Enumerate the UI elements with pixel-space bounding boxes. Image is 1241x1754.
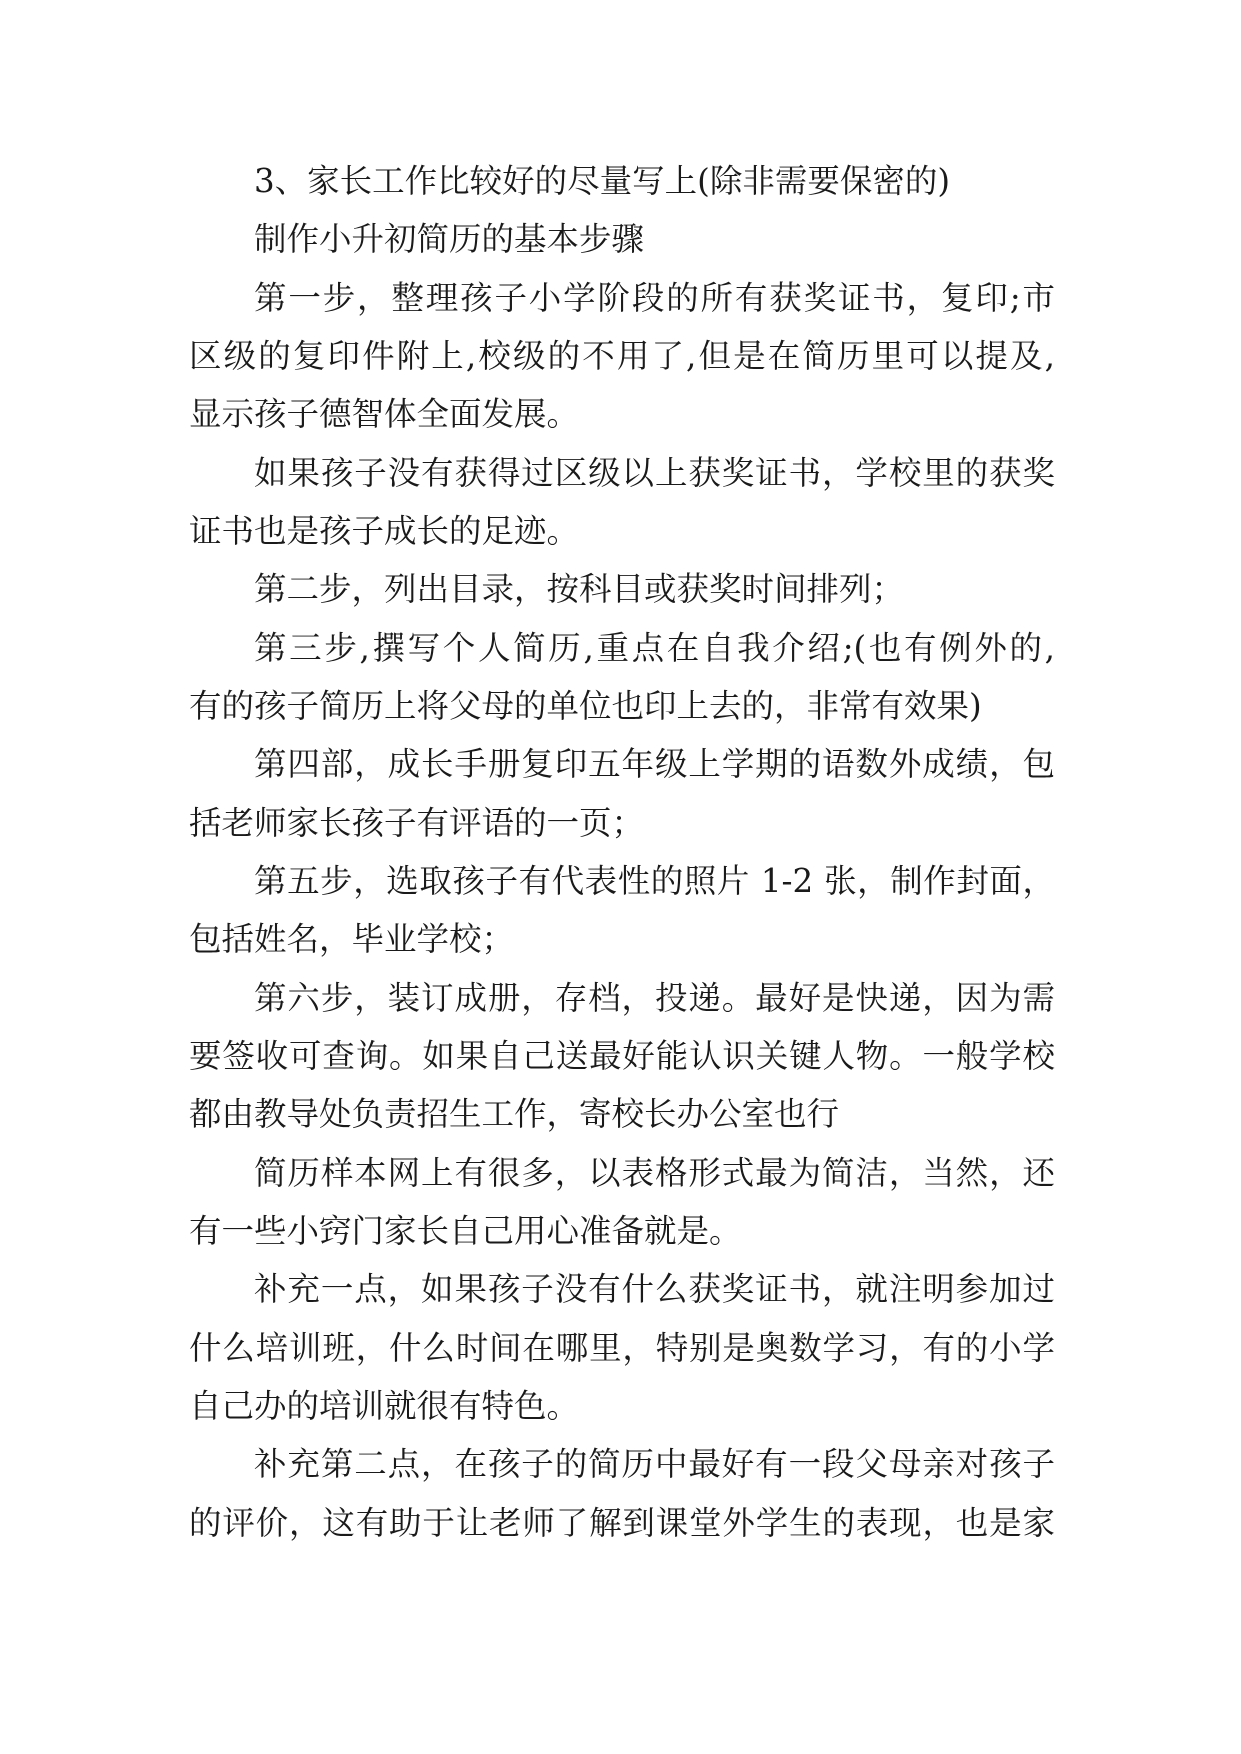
text-line: 第二步，列出目录，按科目或获奖时间排列； (254, 570, 905, 609)
text-line: 什么培训班，什么时间在哪里，特别是奥数学习，有的小学 (189, 1328, 1055, 1367)
section-heading-basic-steps (189, 210, 1055, 268)
text-line: 有的孩子简历上将父母的单位也印上去的，非常有效果) (189, 686, 982, 725)
paragraph-step-5 (189, 852, 1055, 969)
paragraph-step-4 (189, 735, 1055, 852)
paragraph-step-1-note (189, 444, 1055, 561)
paragraph-step-6 (189, 969, 1055, 1144)
text-line: 第三步,撰写个人简历,重点在自我介绍;(也有例外的, (254, 628, 1055, 667)
text-line: 如果孩子没有获得过区级以上获奖证书，学校里的获奖 (254, 453, 1055, 492)
paragraph-supplement-2 (189, 1435, 1055, 1552)
text-line: 第一步，整理孩子小学阶段的所有获奖证书，复印;市 (254, 278, 1055, 317)
text-line: 简历样本网上有很多，以表格形式最为简洁，当然，还 (254, 1153, 1055, 1192)
paragraph-resume-samples (189, 1144, 1055, 1261)
text-line: 第四部，成长手册复印五年级上学期的语数外成绩，包 (254, 745, 1055, 784)
text-line: 区级的复印件附上,校级的不用了,但是在简历里可以提及, (189, 336, 1055, 375)
text-line: 证书也是孩子成长的足迹。 (189, 511, 580, 550)
text-line: 制作小升初简历的基本步骤 (254, 220, 645, 259)
paragraph-parent-job-tip (189, 152, 1055, 210)
text-line: 包括姓名，毕业学校； (189, 920, 515, 959)
text-line: 括老师家长孩子有评语的一页； (189, 803, 645, 842)
text-line: 显示孩子德智体全面发展。 (189, 395, 580, 434)
text-line: 第六步，装订成册，存档，投递。最好是快递，因为需 (254, 978, 1055, 1017)
text-line: 都由教导处负责招生工作，寄校长办公室也行 (189, 1095, 840, 1134)
text-line: 补充第二点，在孩子的简历中最好有一段父母亲对孩子 (254, 1445, 1055, 1484)
paragraph-step-1 (189, 269, 1055, 444)
text-line: 要签收可查询。如果自己送最好能认识关键人物。一般学校 (189, 1036, 1055, 1075)
text-line: 补充一点，如果孩子没有什么获奖证书，就注明参加过 (254, 1270, 1055, 1309)
text-line: 有一些小窍门家长自己用心准备就是。 (189, 1211, 742, 1250)
paragraph-step-2 (189, 560, 1055, 618)
text-line: 第五步，选取孩子有代表性的照片 1-2 张，制作封面， (254, 861, 1055, 900)
text-line: 的评价，这有助于让老师了解到课堂外学生的表现，也是家 (189, 1503, 1055, 1542)
paragraph-step-3 (189, 619, 1055, 736)
text-line: 自己办的培训就很有特色。 (189, 1386, 580, 1425)
document-body (189, 152, 1055, 1552)
text-line: 3、家长工作比较好的尽量写上(除非需要保密的) (254, 162, 951, 200)
paragraph-supplement-1 (189, 1260, 1055, 1435)
